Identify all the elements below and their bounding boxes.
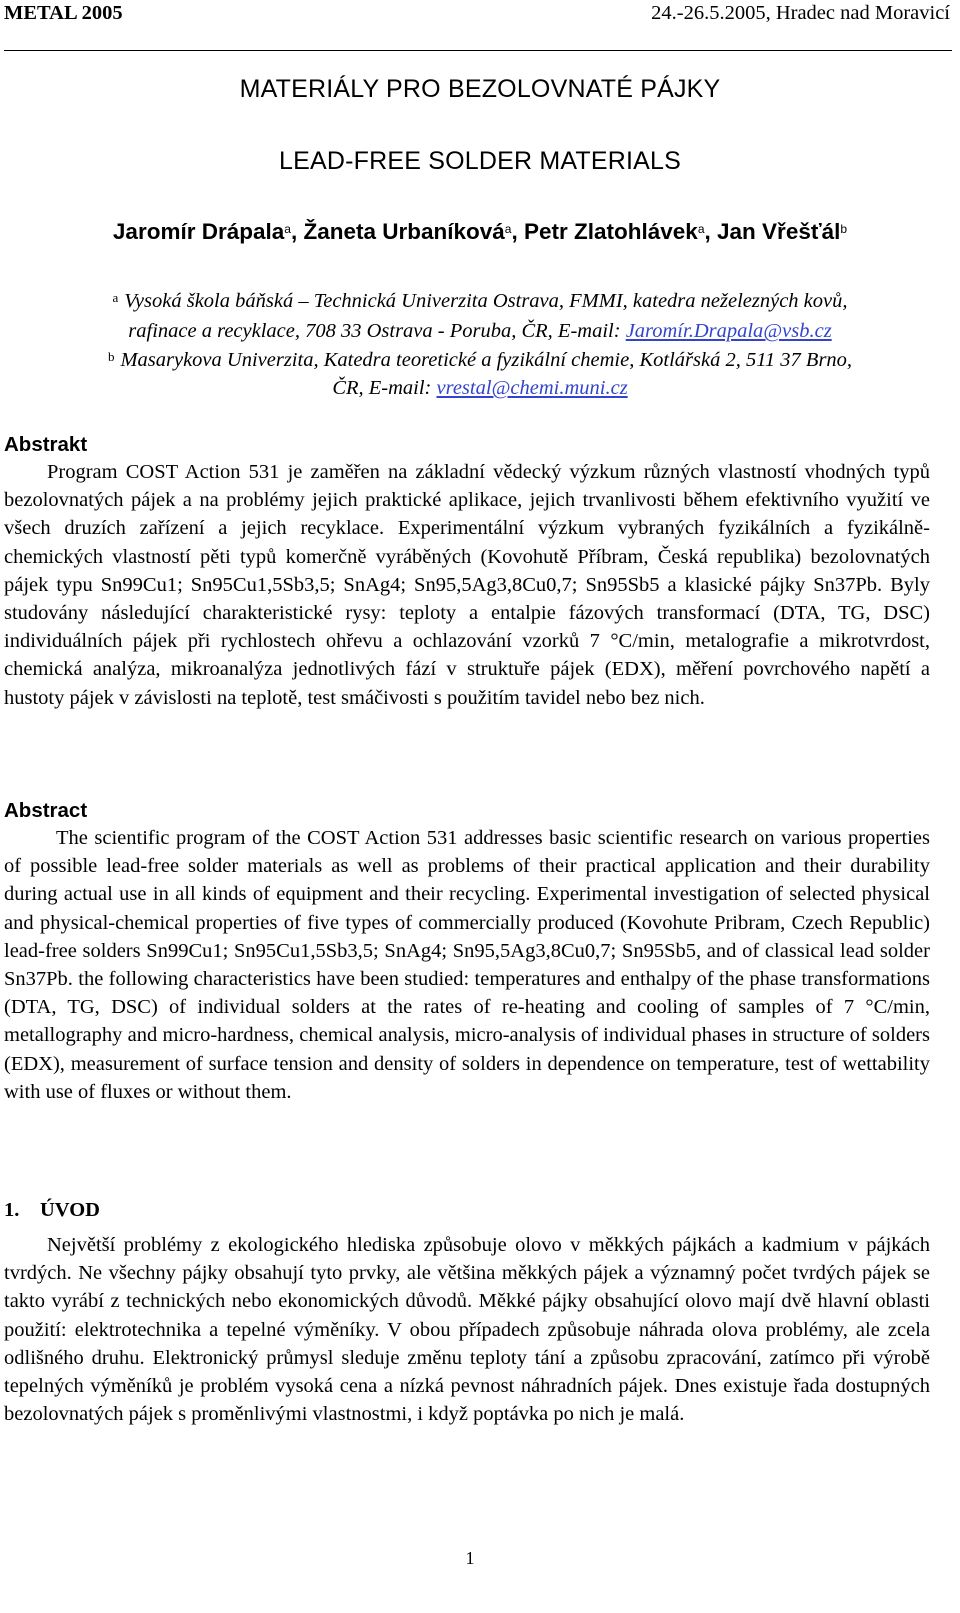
abstract-english-heading: Abstract bbox=[4, 799, 88, 822]
affiliation-b-line1 bbox=[0, 346, 960, 374]
conference-name: METAL 2005 bbox=[4, 2, 123, 24]
email-link-drapala[interactable]: Jaromír.Drapala@vsb.cz bbox=[625, 320, 832, 342]
author-affil-mark: b bbox=[840, 222, 848, 236]
author-affil-mark: a bbox=[697, 222, 705, 236]
page-number: 1 bbox=[465, 1548, 475, 1568]
affiliation-b-line2 bbox=[0, 374, 960, 402]
title-english: LEAD-FREE SOLDER MATERIALS bbox=[278, 147, 682, 175]
intro-paragraph: Největší problémy z ekologického hlediska způsobuje olovo v měkkých pájkách a kadmium v pájkách tvrdých. Ne všechny pájky obsahují tyto prvky, ale většina měkkých pájek a významný počet tvrdých pájek se takto vyrábí z technických nebo ekonomických důvodů. Měkké pájky obsahující olovo mají dvě hlavní oblasti použití: elektrotechnika a tepelné výměníky. V obou případech způsobuje náhrada olova problémy, ale zcela odlišného druhu. Elektronický průmysl sleduje změnu teploty tání a způsobu zpracování, zatímco při výrobě tepelných výměníků je problém vysoká cena a nízká pevnost náhradních pájek. Dnes existuje řada dostupných bezolovnatých pájek s proměnlivými vlastnostmi, i když poptávka po nich je malá. bbox=[4, 1234, 930, 1426]
section-heading-intro bbox=[4, 1197, 100, 1224]
title-czech: MATERIÁLY PRO BEZOLOVNATÉ PÁJKY bbox=[239, 75, 721, 103]
affiliation-a-text: Vysoká škola báňská – Technická Univerzita Ostrava, FMMI, katedra neželezných kovů, bbox=[124, 290, 848, 312]
affiliation-a-line1 bbox=[0, 287, 960, 315]
affiliation-b-mark: b bbox=[107, 349, 115, 364]
affiliation-a-line2 bbox=[0, 317, 960, 345]
author-name: Jan Vřešťál bbox=[717, 219, 841, 244]
affiliation-a-mark: a bbox=[112, 290, 119, 305]
conference-date-place: 24.-26.5.2005, Hradec nad Moravicí bbox=[651, 2, 950, 24]
affiliation-b-text-cont: ČR, E-mail: bbox=[332, 377, 437, 399]
abstract-czech-heading: Abstrakt bbox=[4, 433, 88, 456]
author-affil-mark: a bbox=[284, 222, 291, 236]
author-name: Žaneta Urbaníková bbox=[303, 219, 505, 244]
running-header bbox=[4, 0, 952, 27]
author-affil-mark: a bbox=[504, 222, 512, 236]
email-link-vrestal[interactable]: vrestal@chemi.muni.cz bbox=[436, 377, 628, 399]
section-title: ÚVOD bbox=[40, 1199, 100, 1221]
section-number: 1. bbox=[4, 1199, 20, 1221]
abstract-czech-text: Program COST Action 531 je zaměřen na základní vědecký výzkum různých vlastností vhodných typů bezolovnatých pájek a na problémy jejich praktické aplikace, jejich trvanlivosti během efektivního využití ve všech druzích zařízení a jejich recyklace. Experimentální výzkum vybraných fyzikálních a fyzikálně-chemických vlastností pěti typů komerčně vyráběných (Kovohutě Příbram, Česká republika) bezolovnatých pájek typu Sn99Cu1; Sn95Cu1,5Sb3,5; SnAg4; Sn95,5Ag3,8Cu0,7; Sn95Sb5 a klasické pájky Sn37Pb. Byly studovány následující charakteristické rysy: teploty a entalpie fázových transformací (DTA, TG, DSC) individuálních pájek při rychlostech ohřevu a ochlazování vzorků 7 °C/min, metalografie a mikrotvrdost, chemická analýza, mikroanalýza jednotlivých fází v struktuře pájek (EDX), měření povrchového napětí a hustoty pájek v závislosti na teplotě, test smáčivosti s použitím tavidel nebo bez nich. bbox=[4, 461, 930, 709]
header-rule bbox=[4, 50, 952, 51]
affiliation-a-text-cont: rafinace a recyklace, 708 33 Ostrava - Poruba, ČR, E-mail: bbox=[128, 320, 626, 342]
author-list: Jaromír Drápala$^a$, Žaneta Urbaníková$^a$, Petr Zlatohlávek$^a$, Jan Vřešťál$^b$ bbox=[112, 219, 848, 244]
abstract-english-text: The scientific program of the COST Action 531 addresses basic scientific research on various properties of possible lead-free solder materials as well as problems of their practical application and their durability during actual use in all kinds of equipment and their recycling. Experimental investigation of selected physical and physical-chemical properties of five types of commercially produced (Kovohute Pribram, Czech Republic) lead-free solders Sn99Cu1; Sn95Cu1,5Sb3,5; SnAg4; Sn95,5Ag3,8Cu0,7; Sn95Sb5, and of classical lead solder Sn37Pb. the following characteristics have been studied: temperatures and enthalpy of the phase transformations (DTA, TG, DSC) of individual solders at the rates of re-heating and cooling of samples of 7 °C/min, metallography and micro-hardness, chemical analysis, micro-analysis of individual phases in structure of solders (EDX), measurement of surface tension and density of solders in dependence on temperature, test of wettability with use of fluxes or without them. bbox=[4, 827, 930, 1103]
author-name: Petr Zlatohlávek bbox=[524, 219, 698, 244]
author-name: Jaromír Drápala bbox=[112, 219, 285, 244]
affiliation-b-text: Masarykova Univerzita, Katedra teoretické a fyzikální chemie, Kotlářská 2, 511 37 Brno, bbox=[120, 349, 853, 371]
